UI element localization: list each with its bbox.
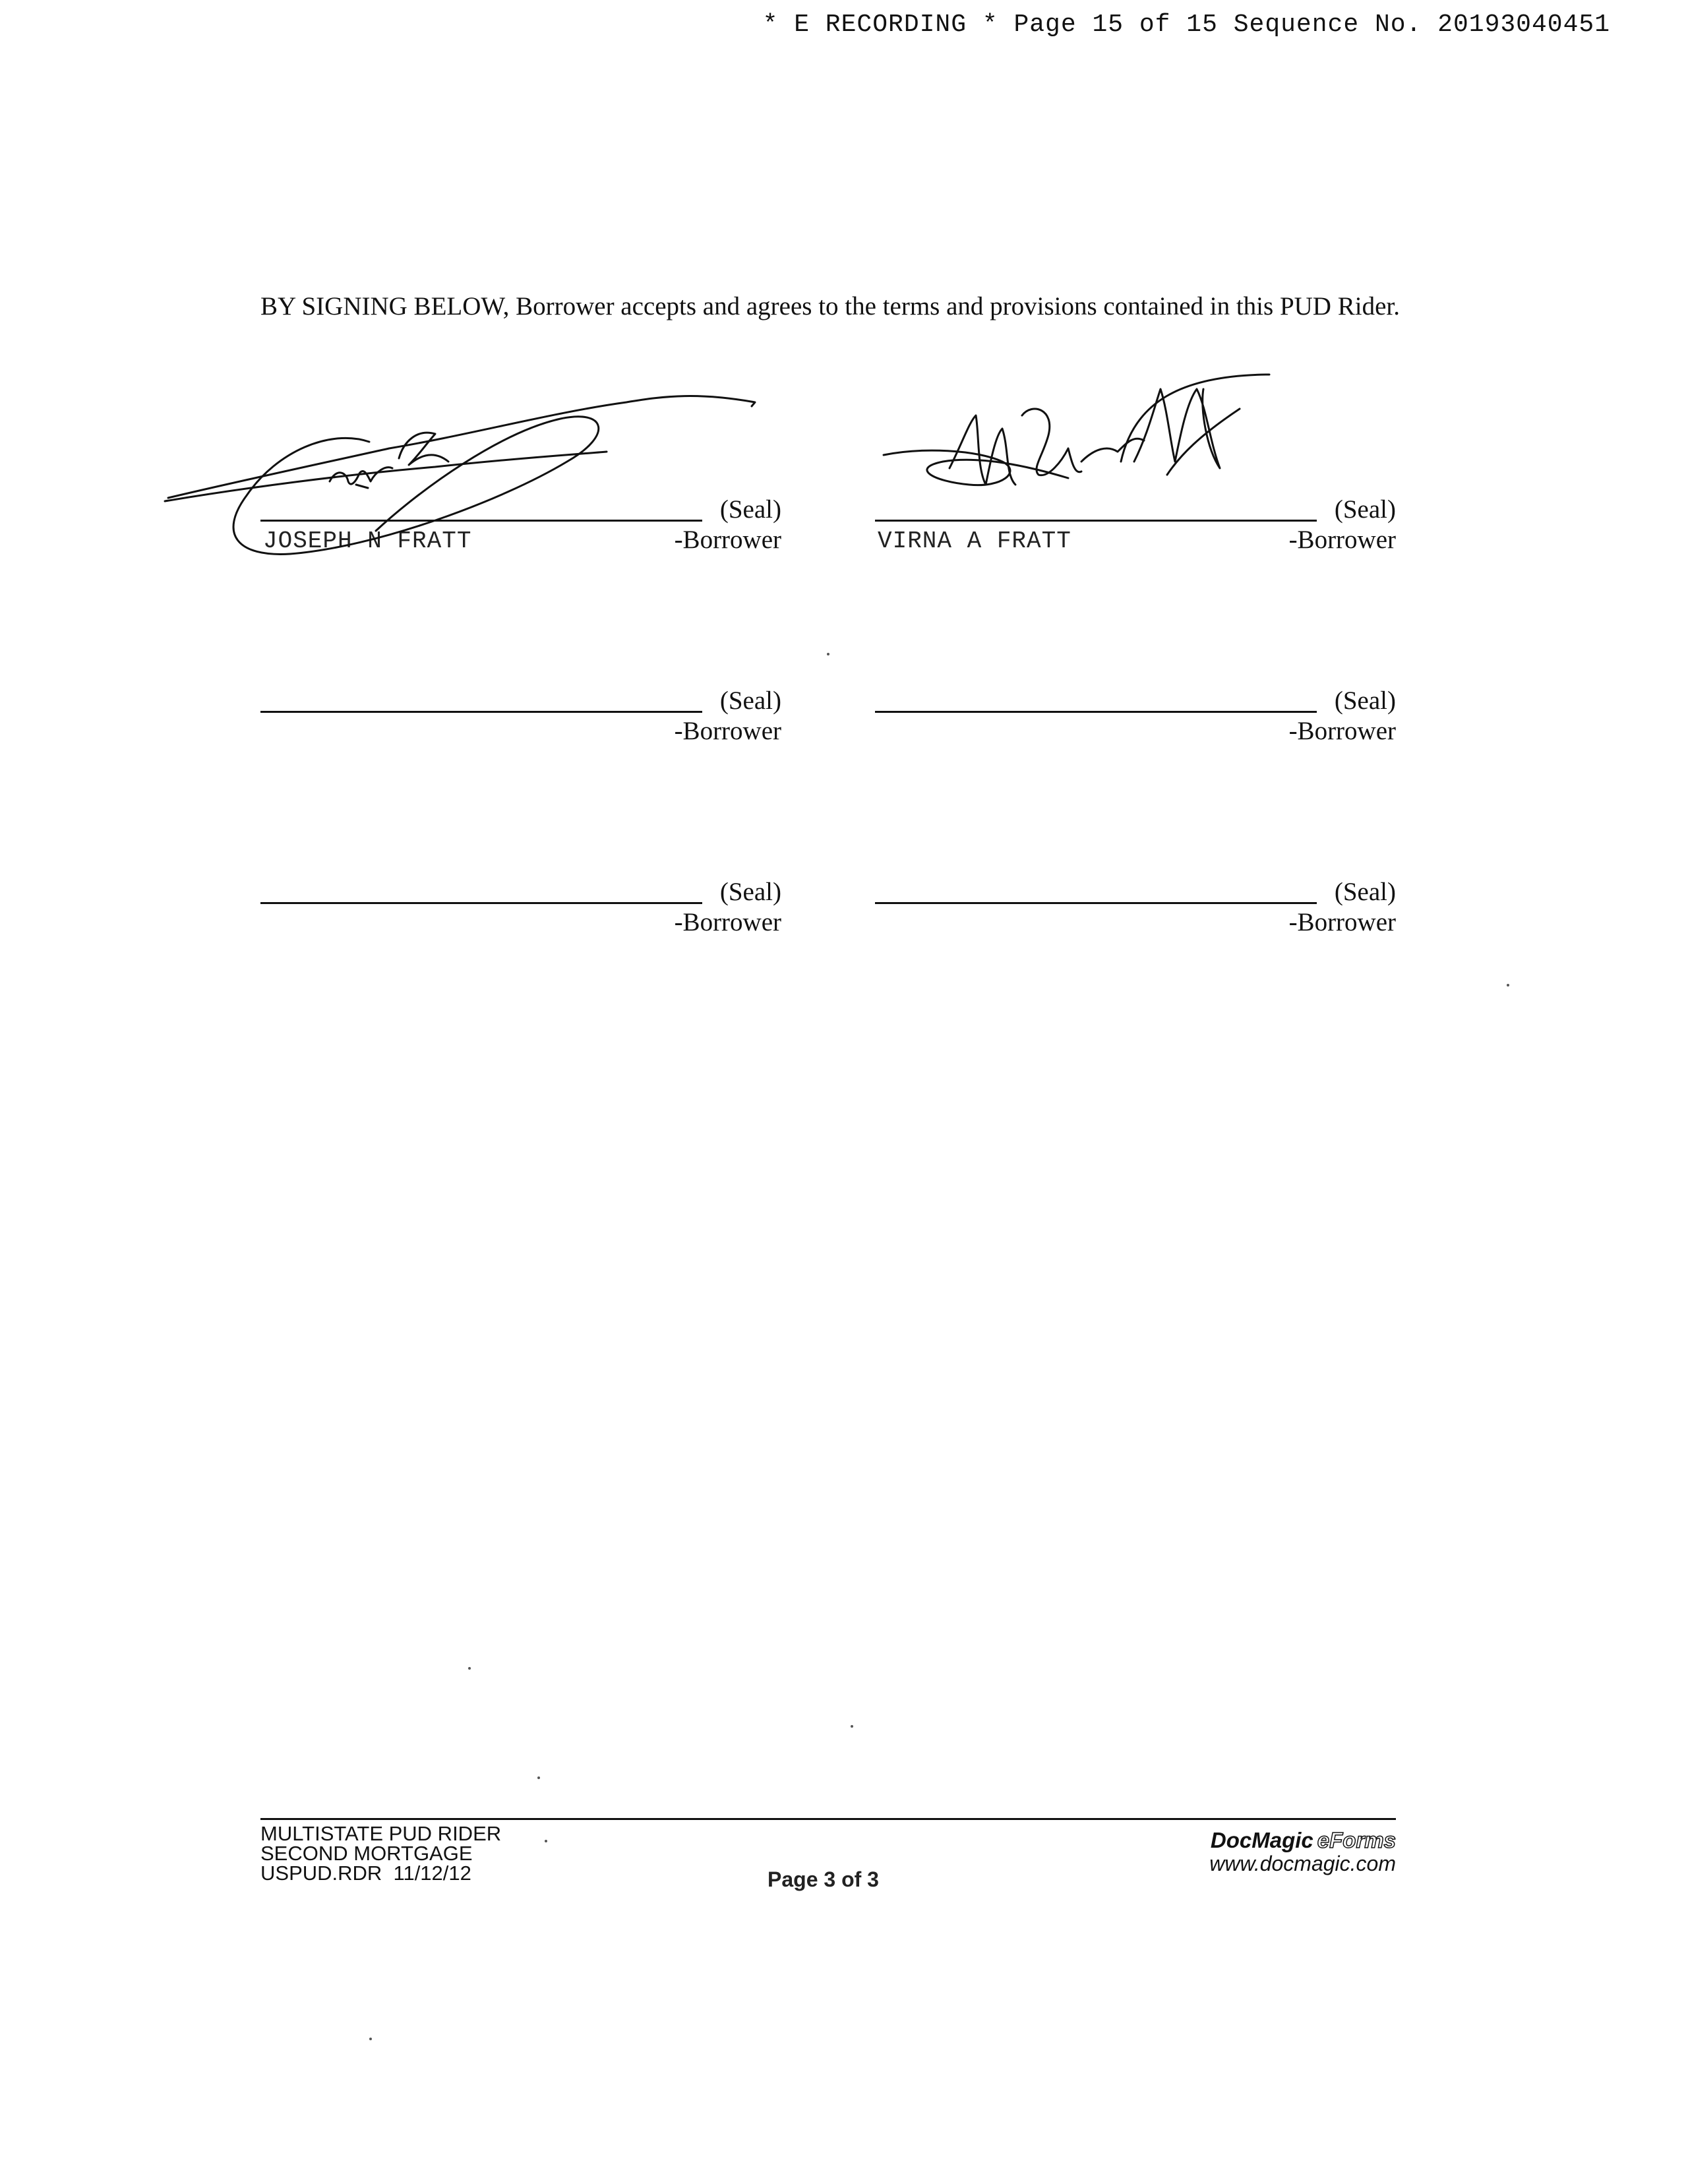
signature-line: [875, 902, 1317, 904]
brand-suffix: eForms: [1317, 1828, 1396, 1852]
brand-name: DocMagic: [1210, 1828, 1313, 1852]
signature-block-borrower-5: [260, 869, 781, 936]
docmagic-branding: [1209, 1829, 1396, 1875]
scan-speck: [468, 1667, 471, 1670]
scan-speck: [1507, 984, 1509, 986]
signer-name: VIRNA A FRATT: [878, 528, 1071, 555]
signature-line: [875, 711, 1317, 713]
borrower-label: -Borrower: [674, 908, 781, 936]
website-link[interactable]: www.docmagic.com: [1209, 1852, 1396, 1875]
signing-statement: BY SIGNING BELOW, Borrower accepts and agrees to the terms and provisions contained in this PUD Rider.: [260, 292, 1400, 320]
borrower-label: -Borrower: [1288, 908, 1396, 936]
docmagic-logo: [1209, 1829, 1396, 1852]
signer-name: JOSEPH N FRATT: [263, 528, 472, 555]
seal-label: (Seal): [719, 878, 781, 906]
seal-label: (Seal): [719, 495, 781, 524]
page-number: Page 3 of 3: [768, 1867, 879, 1891]
seal-label: (Seal): [1334, 686, 1396, 715]
form-title: MULTISTATE PUD RIDER: [260, 1822, 502, 1845]
form-subtitle: SECOND MORTGAGE: [260, 1842, 473, 1865]
scan-speck: [537, 1776, 540, 1779]
seal-label: (Seal): [719, 686, 781, 715]
signature-block-borrower-1: [260, 487, 781, 555]
signature-line: [260, 520, 702, 522]
form-code: USPUD.RDR 11/12/12: [260, 1862, 471, 1885]
signature-line: [875, 520, 1317, 522]
form-identifier: [260, 1824, 501, 1883]
signature-block-borrower-6: [875, 869, 1396, 936]
scan-speck: [545, 1840, 547, 1842]
scan-speck: [369, 2038, 372, 2040]
seal-label: (Seal): [1334, 495, 1396, 524]
seal-label: (Seal): [1334, 878, 1396, 906]
scan-speck: [827, 653, 829, 655]
borrower-label: -Borrower: [1288, 526, 1396, 554]
signature-block-borrower-4: [875, 678, 1396, 745]
scan-speck: [851, 1725, 853, 1728]
signature-block-borrower-3: [260, 678, 781, 745]
signature-block-borrower-2: [875, 487, 1396, 555]
signature-line: [260, 902, 702, 904]
signature-line: [260, 711, 702, 713]
recording-stamp: * E RECORDING * Page 15 of 15 Sequence No. 20193040451: [762, 11, 1610, 39]
borrower-label: -Borrower: [674, 717, 781, 745]
borrower-label: -Borrower: [1288, 717, 1396, 745]
footer-divider: [260, 1818, 1396, 1820]
borrower-label: -Borrower: [674, 526, 781, 554]
